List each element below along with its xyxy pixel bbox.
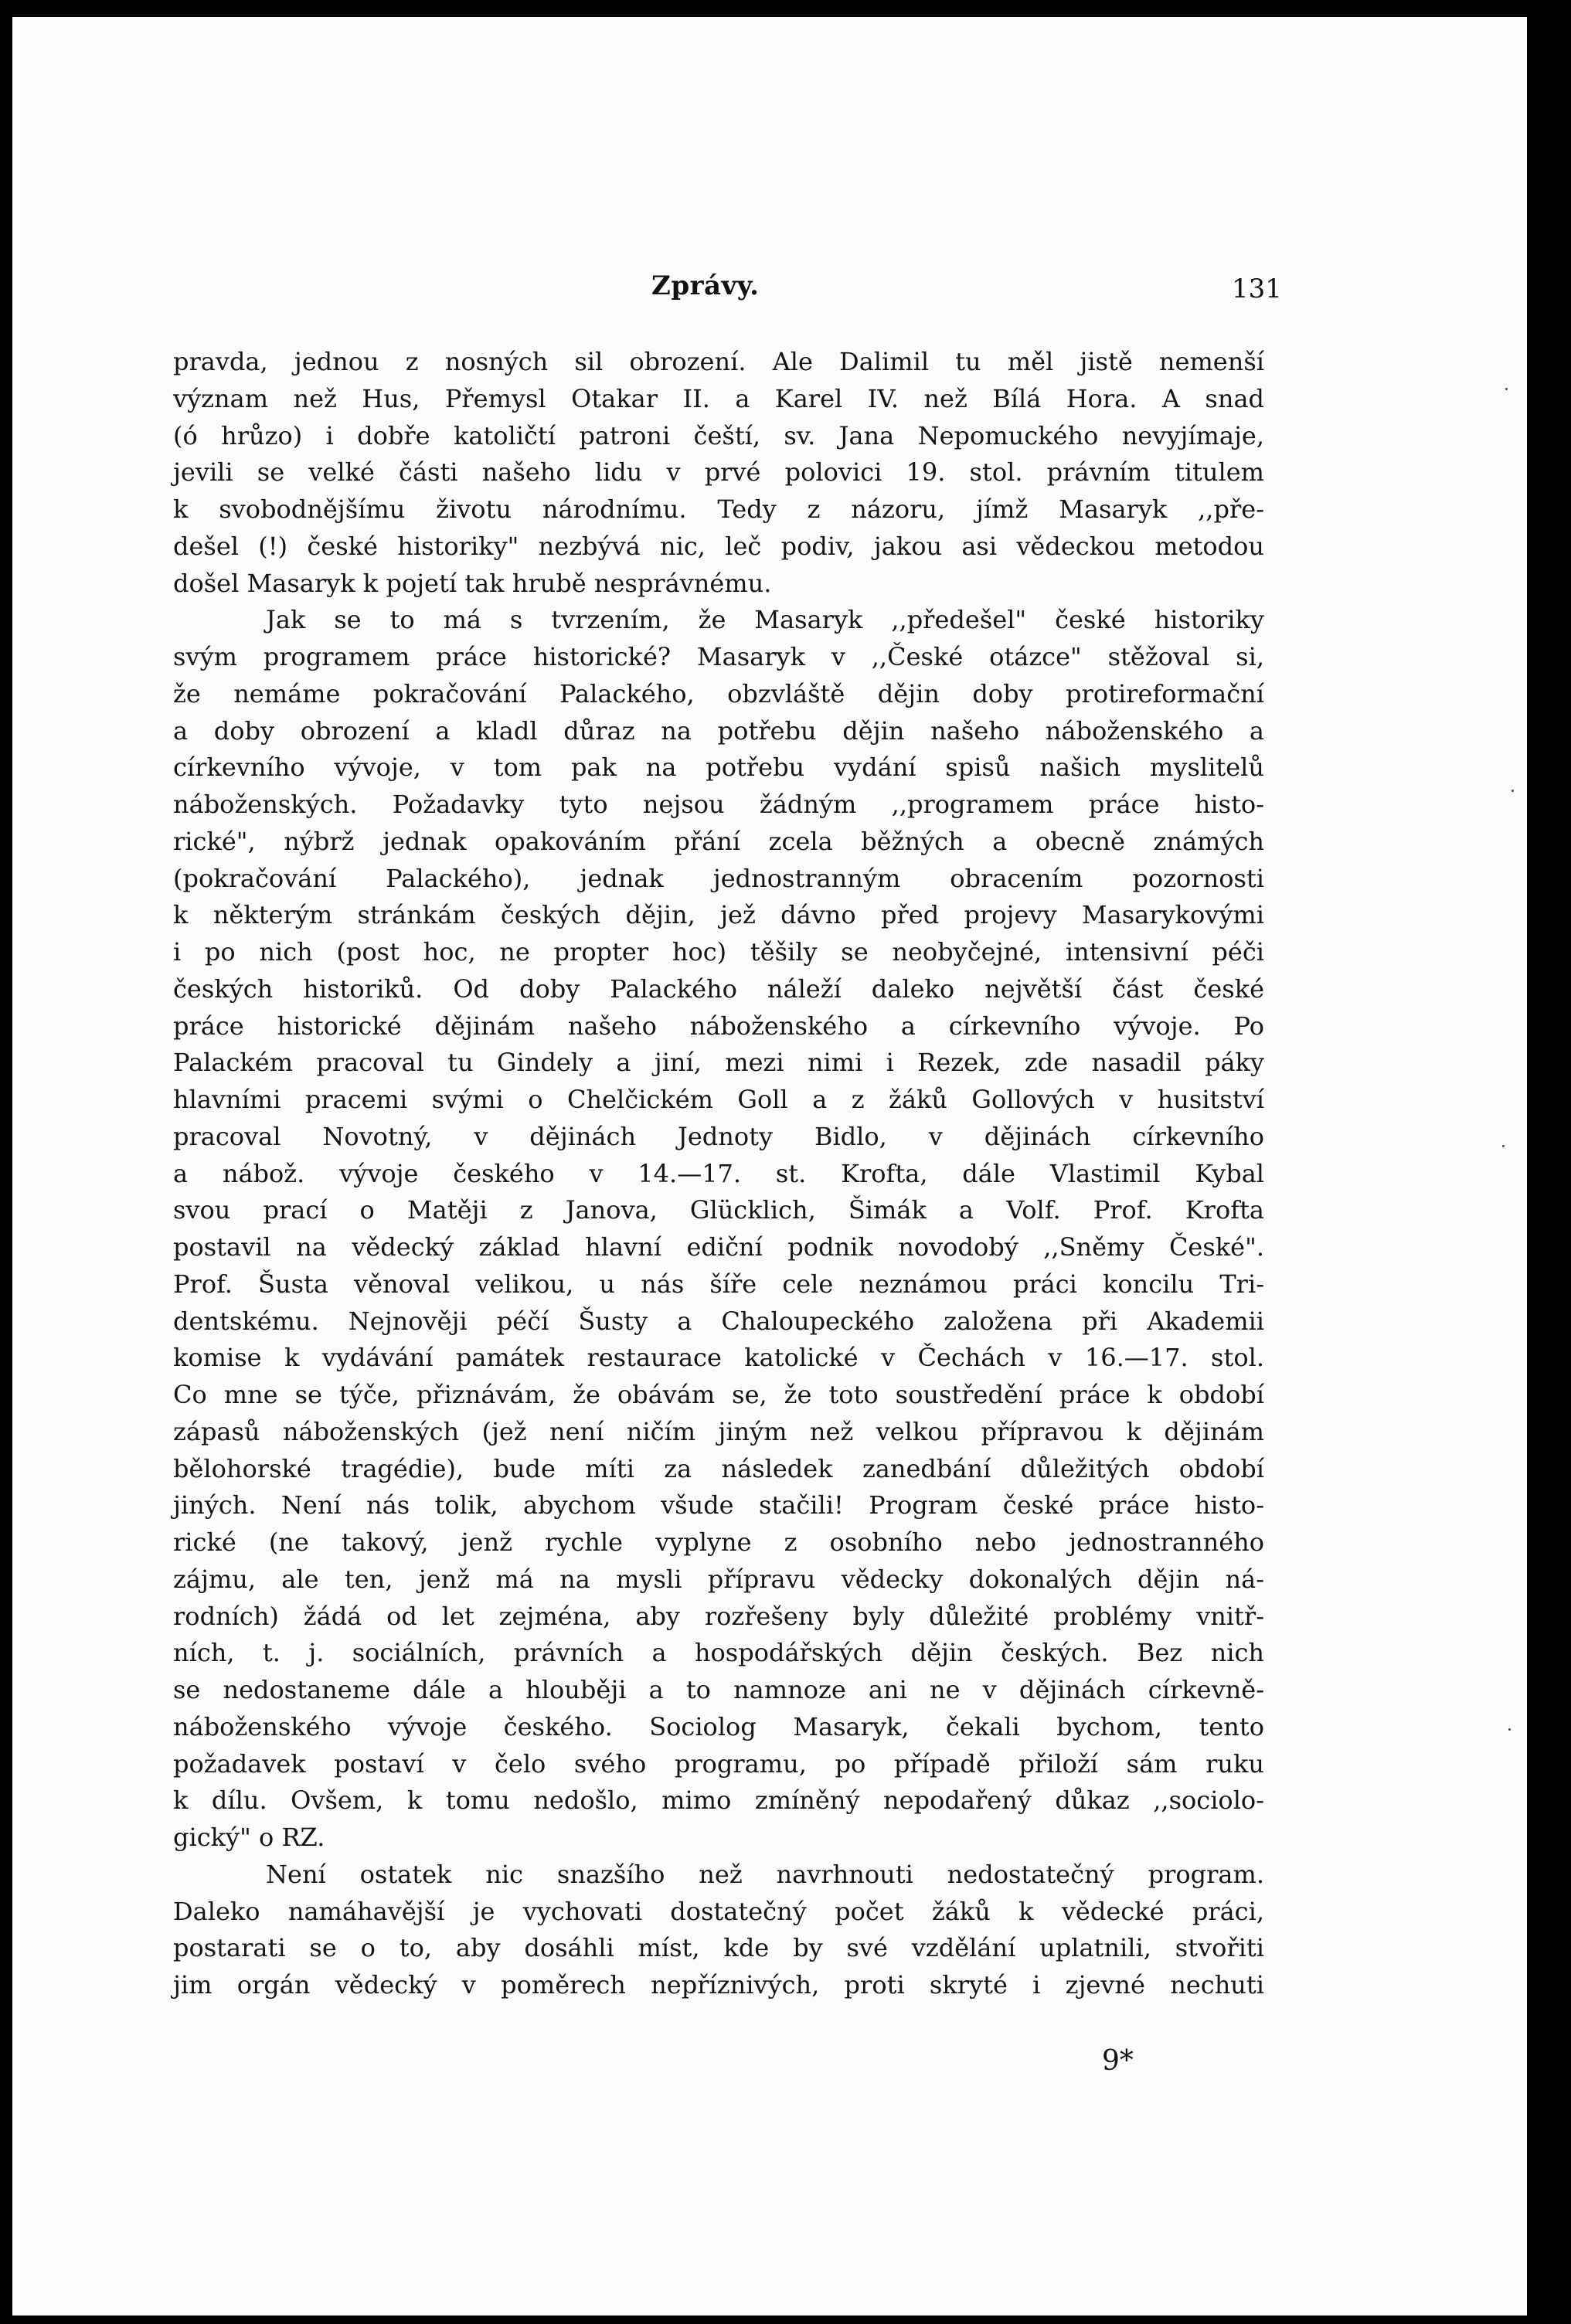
text-line: komise k vydávání památek restaurace katolické v Čechách v 16.—17. stol. (173, 1343, 1264, 1373)
text-line: k svobodnějšímu životu národnímu. Tedy z názoru, jímž Masaryk ,,pře- (173, 494, 1264, 524)
text-line: pracoval Novotný, v dějinách Jednoty Bidlo, v dějinách církevního (173, 1121, 1264, 1151)
text-line: a doby obrození a kladl důraz na potřebu dějin našeho náboženského a (173, 715, 1264, 746)
text-line: rodních) žádá od let zejména, aby rozřešeny byly důležité problémy vnitř- (173, 1601, 1264, 1631)
text-line: k některým stránkám českých dějin, jež dávno před projevy Masarykovými (173, 900, 1264, 930)
text-line: Palackém pracoval tu Gindely a jiní, mezi nimi i Rezek, zde nasadil páky (173, 1048, 1264, 1078)
text-line: svým programem práce historické? Masaryk v ,,České otázce" stěžoval si, (173, 642, 1264, 671)
scan-speck (1511, 790, 1514, 792)
text-line: náboženských. Požadavky tyto nejsou žádným ,,programem práce histo- (173, 790, 1264, 819)
text-line: svou prací o Matěji z Janova, Glücklich, Šimák a Volf. Prof. Krofta (173, 1195, 1264, 1225)
text-line: (pokračování Palackého), jednak jednostranným obracením pozornosti (173, 863, 1264, 893)
text-line: došel Masaryk k pojetí tak hrubě nesprávnému. (173, 568, 772, 598)
text-line: českých historiků. Od doby Palackého náleží daleko největší část české (173, 973, 1264, 1004)
running-head: Zprávy. (651, 270, 760, 301)
text-line: práce historické dějinám našeho náboženského a církevního vývoje. Po (173, 1011, 1264, 1041)
text-line: se nedostaneme dále a hlouběji a to namnoze ani ne v dějinách církevně- (173, 1675, 1264, 1704)
book-page (12, 17, 1527, 2316)
text-line: gický" o RZ. (173, 1823, 325, 1852)
signature-mark: 9* (1102, 2045, 1134, 2077)
text-line: pravda, jednou z nosných sil obrození. Ale Dalimil tu měl jistě nemenší (173, 347, 1264, 376)
text-line: Prof. Šusta věnoval velikou, u nás šíře cele neznámou práci koncilu Tri- (173, 1269, 1264, 1299)
text-line: postavil na vědecký základ hlavní ediční podnik novodobý ,,Sněmy České". (173, 1232, 1264, 1262)
body-text (173, 344, 1264, 2004)
page-header (12, 257, 1527, 303)
text-line: že nemáme pokračování Palackého, obzvláště dějin doby protireformační (173, 678, 1264, 708)
scan-speck (1505, 388, 1508, 390)
scan-edge-specks (1496, 17, 1527, 2316)
text-line: zájmu, ale ten, jenž má na mysli přípravu vědecky dokonalých dějin ná- (173, 1564, 1264, 1594)
text-line: ních, t. j. sociálních, právních a hospodářských dějin českých. Bez nich (173, 1638, 1264, 1668)
scan-speck (1508, 1728, 1511, 1731)
text-line: i po nich (post hoc, ne propter hoc) těšily se neobyčejné, intensivní péči (173, 937, 1264, 967)
text-line: rické (ne takový, jenž rychle vyplyne z osobního nebo jednostranného (173, 1527, 1264, 1557)
scan-speck (1502, 1145, 1505, 1147)
text-line: a nábož. vývoje českého v 14.—17. st. Krofta, dále Vlastimil Kybal (173, 1158, 1264, 1188)
text-line: jiných. Není nás tolik, abychom všude stačili! Program české práce histo- (173, 1490, 1264, 1520)
text-line: hlavními pracemi svými o Chelčickém Goll a z žáků Gollových v husitství (173, 1085, 1264, 1114)
text-line: dešel (!) české historiky" nezbývá nic, leč podiv, jakou asi vědeckou metodou (173, 531, 1264, 561)
paragraph-start-line: Jak se to má s tvrzením, že Masaryk ,,předešel" české historiky (266, 605, 1264, 635)
paragraph-start-line: Není ostatek nic snazšího než navrhnouti nedostatečný program. (266, 1859, 1264, 1889)
text-line: k dílu. Ovšem, k tomu nedošlo, mimo zmíněný nepodařený důkaz ,,sociolo- (173, 1785, 1264, 1816)
text-line: zápasů náboženských (jež není ničím jiným než velkou přípravou k dějinám (173, 1416, 1264, 1446)
text-line: (ó hrůzo) i dobře katoličtí patroni čeští, sv. Jana Nepomuckého nevyjímaje, (173, 420, 1264, 450)
text-line: požadavek postaví v čelo svého programu, po případě přiloží sám ruku (173, 1748, 1264, 1779)
text-line: církevního vývoje, v tom pak na potřebu vydání spisů našich myslitelů (173, 753, 1264, 783)
text-line: význam než Hus, Přemysl Otakar II. a Karel IV. než Bílá Hora. A snad (173, 383, 1264, 413)
text-line: náboženského vývoje českého. Sociolog Masaryk, čekali bychom, tento (173, 1711, 1264, 1741)
text-line: postarati se o to, aby dosáhli míst, kde by své vzdělání uplatnili, stvořiti (173, 1933, 1264, 1963)
text-line: Co mne se týče, přiznávám, že obávám se, že toto soustředění práce k období (173, 1380, 1264, 1409)
text-line: Daleko namáhavější je vychovati dostatečný počet žáků k vědecké práci, (173, 1896, 1264, 1926)
text-line: rické", nýbrž jednak opakováním přání zcela běžných a obecně známých (173, 826, 1264, 856)
text-line: dentskému. Nejnověji péčí Šusty a Chaloupeckého založena při Akademii (173, 1306, 1264, 1336)
text-line: jevili se velké části našeho lidu v prvé polovici 19. stol. právním titulem (173, 457, 1264, 488)
text-line: jim orgán vědecký v poměrech nepříznivých, proti skryté i zjevné nechuti (173, 1970, 1264, 2000)
text-line: bělohorské tragédie), bude míti za následek zanedbání důležitých období (173, 1453, 1264, 1483)
page-number: 131 (1232, 274, 1282, 304)
